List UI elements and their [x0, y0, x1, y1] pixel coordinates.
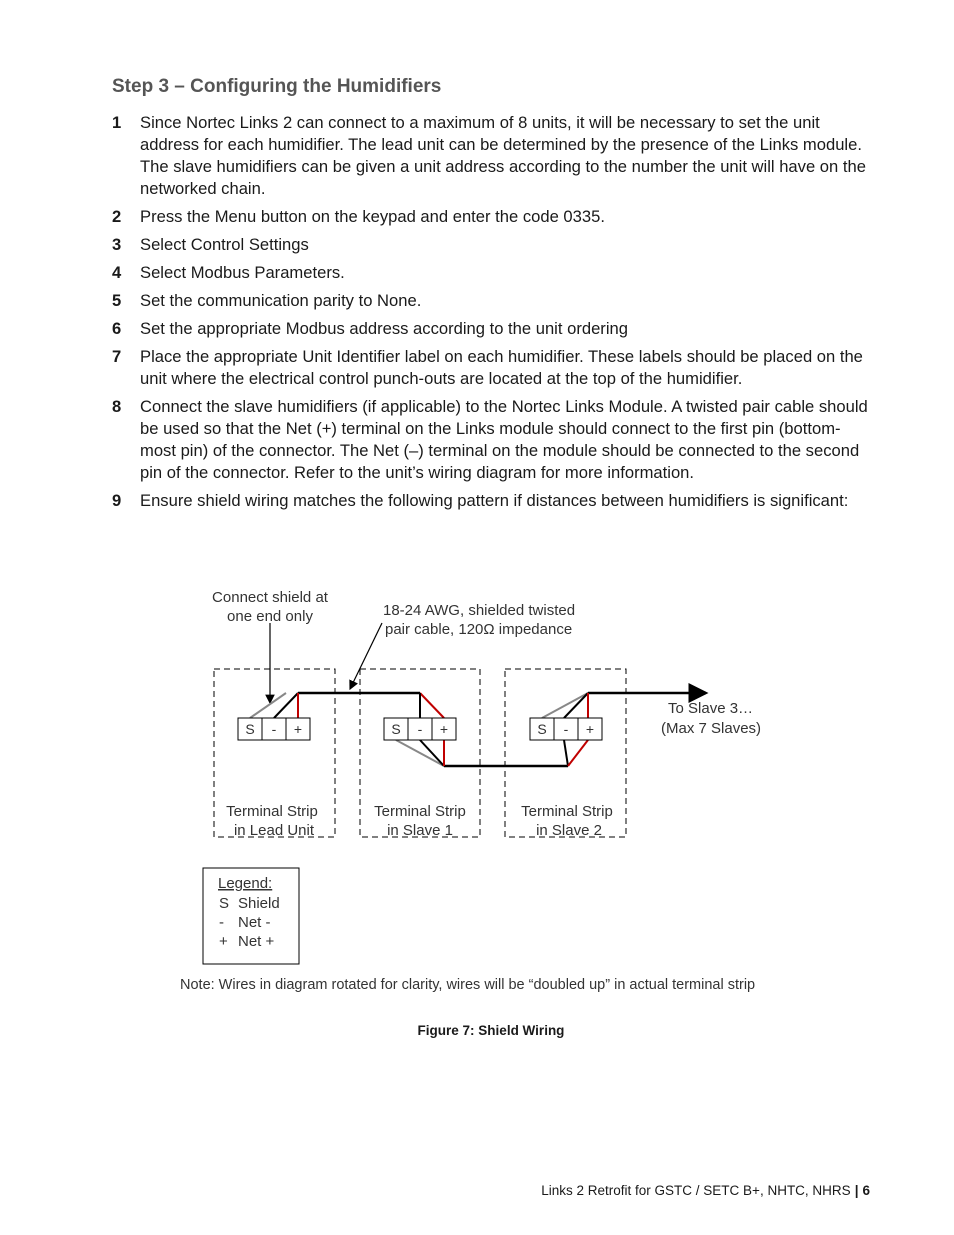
slave1-strip-label-line1: Terminal Strip	[374, 803, 466, 820]
footer-title: Links 2 Retrofit for GSTC / SETC B+, NHTC, NHRS	[541, 1183, 851, 1198]
step-text: Select Control Settings	[140, 235, 309, 254]
step-list	[112, 112, 872, 518]
shield-note-line1: Connect shield at	[212, 589, 328, 606]
slave2-strip-label-line2: in Slave 2	[536, 822, 602, 839]
terminal-shield-label: S	[537, 721, 547, 737]
step-item	[112, 262, 872, 284]
step-item	[112, 346, 872, 390]
step-number: 9	[112, 491, 122, 510]
step-item	[112, 234, 872, 256]
slave2-bottom-red-wire	[568, 740, 588, 766]
slave2-top-black-wire	[564, 693, 588, 718]
page-number: 6	[862, 1183, 870, 1198]
step-item	[112, 318, 872, 340]
terminal-net-plus-label: +	[293, 721, 303, 737]
step-text: Connect the slave humidifiers (if applicable) to the Nortec Links Module. A twisted pair cable should be used so that the Net (+) terminal on the Links module should connect to the first pin (bottom-most pin) of the connector. The Net (–) terminal on the module should be connected to the second pin of the connector. Refer to the unit’s wiring diagram for more information.	[140, 397, 868, 482]
legend-net-plus-symbol: +	[219, 933, 228, 950]
step-number: 4	[112, 263, 122, 282]
page-footer	[541, 1183, 870, 1198]
terminal-shield-label: S	[245, 721, 255, 737]
cable-note-line1: 18-24 AWG, shielded twisted	[383, 602, 576, 619]
figure-caption: Figure 7: Shield Wiring	[417, 1023, 565, 1038]
step-number: 7	[112, 347, 122, 366]
slave2-strip-label-line1: Terminal Strip	[521, 803, 613, 820]
slave1-terminal-block	[384, 718, 456, 740]
lead-net-minus-wire	[274, 693, 298, 718]
step-text: Since Nortec Links 2 can connect to a maximum of 8 units, it will be necessary to set the unit address for each humidifier. The lead unit can be determined by the presence of the Links module. The slave humidifiers can be given a unit address according to the number the unit will have on the networked chain.	[140, 113, 866, 198]
step-item	[112, 112, 872, 200]
step-item	[112, 206, 872, 228]
legend-net-plus-label: Net +	[238, 933, 275, 950]
max-slaves-label: (Max 7 Slaves)	[661, 720, 762, 737]
legend-title: Legend:	[218, 875, 273, 892]
legend-net-minus-label: Net -	[238, 914, 271, 931]
step-text: Set the communication parity to None.	[140, 291, 422, 310]
slave1-strip-label-line2: in Slave 1	[387, 822, 453, 839]
step-text: Ensure shield wiring matches the following pattern if distances between humidifiers is significant:	[140, 491, 849, 510]
shield-wiring-diagram	[170, 575, 830, 1005]
legend	[203, 868, 299, 964]
step-item	[112, 396, 872, 484]
terminal-shield-label: S	[391, 721, 401, 737]
step-item	[112, 290, 872, 312]
cable-note-line2: pair cable, 120Ω impedance	[385, 621, 573, 638]
shield-wiring-figure	[170, 575, 830, 1005]
step-text: Press the Menu button on the keypad and enter the code 0335.	[140, 207, 605, 226]
terminal-net-plus-label: +	[585, 721, 595, 737]
legend-net-minus-symbol: -	[219, 914, 224, 931]
cable-pointer-arrow	[350, 623, 382, 689]
slave1-top-red-wire	[420, 693, 444, 718]
step-number: 1	[112, 113, 122, 132]
step-number: 6	[112, 319, 122, 338]
step-text: Select Modbus Parameters.	[140, 263, 345, 282]
slave2-top-shield-wire	[542, 693, 588, 718]
section-heading: Step 3 – Configuring the Humidifiers	[112, 76, 442, 97]
slave1-bottom-shield-wire	[396, 740, 444, 766]
step-text: Place the appropriate Unit Identifier label on each humidifier. These labels should be placed on the unit where the electrical control punch-outs are located at the top of the humidifier.	[140, 347, 863, 388]
lead-terminal-block	[238, 718, 310, 740]
terminal-net-plus-label: +	[439, 721, 449, 737]
legend-shield-label: Shield	[238, 895, 280, 912]
slave2-bottom-black-wire	[564, 740, 568, 766]
step-number: 5	[112, 291, 122, 310]
lead-shield-wire	[250, 693, 286, 718]
step-item	[112, 490, 872, 512]
step-text: Set the appropriate Modbus address according to the unit ordering	[140, 319, 628, 338]
shield-note-line2: one end only	[227, 608, 313, 625]
lead-strip-label-line2: in Lead Unit	[233, 822, 315, 839]
terminal-net-minus-label: -	[271, 721, 277, 737]
slave1-bottom-black-wire	[420, 740, 444, 766]
legend-shield-symbol: S	[219, 895, 230, 912]
footer-separator: |	[854, 1183, 859, 1198]
lead-strip-label-line1: Terminal Strip	[226, 803, 318, 820]
terminal-net-minus-label: -	[563, 721, 569, 737]
slave2-terminal-block	[530, 718, 602, 740]
to-slave-label: To Slave 3…	[668, 700, 754, 717]
step-number: 2	[112, 207, 122, 226]
step-number: 3	[112, 235, 122, 254]
figure-note: Note: Wires in diagram rotated for clarity, wires will be “doubled up” in actual terminal strip	[180, 977, 756, 993]
terminal-net-minus-label: -	[417, 721, 423, 737]
step-number: 8	[112, 397, 122, 416]
